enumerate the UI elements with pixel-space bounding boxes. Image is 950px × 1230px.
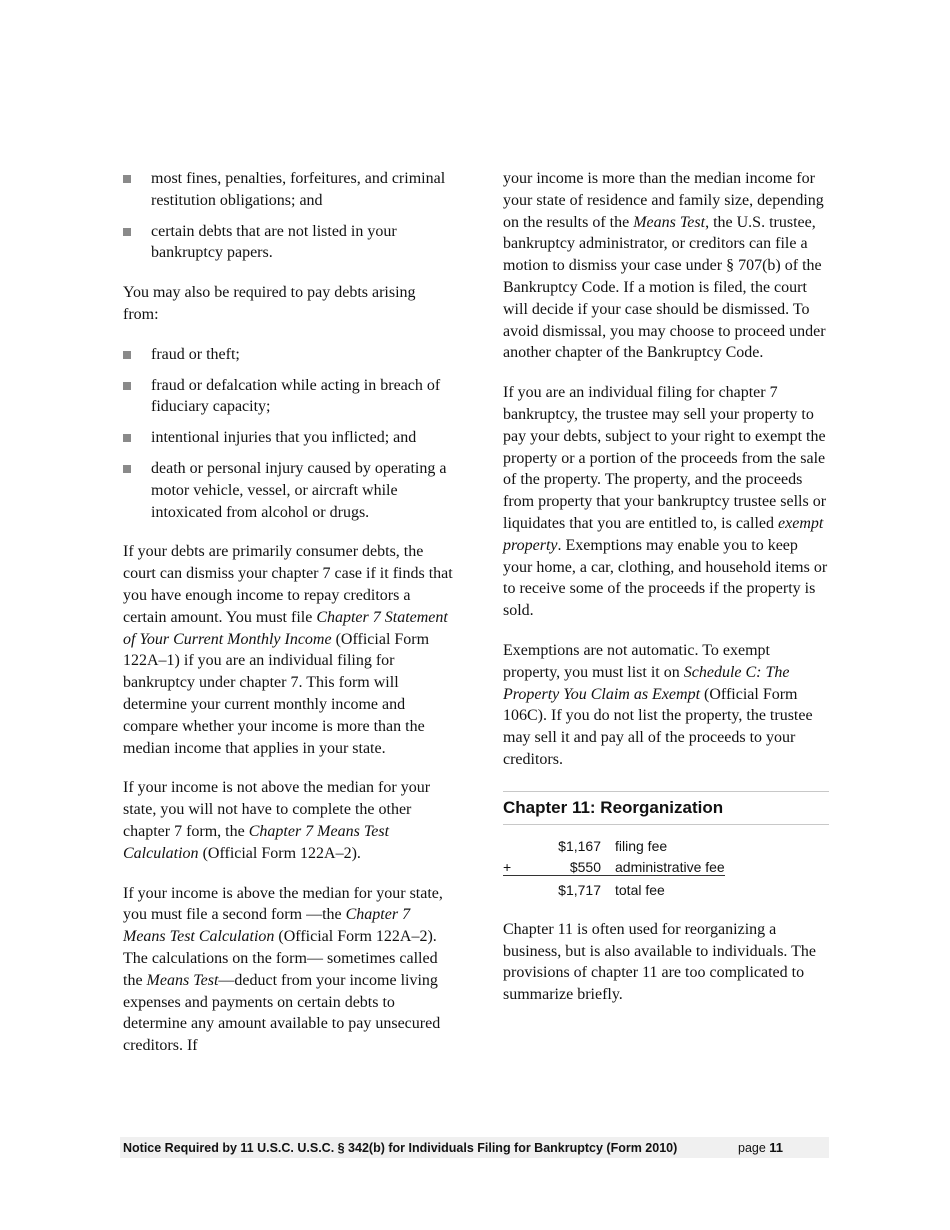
page-indicator: page 11 <box>738 1140 784 1155</box>
paragraph-exemptions: Exemptions are not automatic. To exempt property, you must list it on Schedule C: The Property You Claim as Exempt (Official Form 106C). If you do not list the property, the trustee may sell it and pay all of the proceeds to your creditors. <box>503 641 813 768</box>
paragraph-consumer-debts: If your debts are primarily consumer debts, the court can dismiss your chapter 7 case if it finds that you have enough income to repay creditors a certain amount. You must file Chapter 7 Statement of Your Current Monthly Income (Official Form 122A–1) if you are an individual filing for bankruptcy under chapter 7. This form will determine your current monthly income and compare whether your income is more than the median income that applies in your state. <box>123 543 453 757</box>
paragraph-chapter-11: Chapter 11 is often used for reorganizing a business, but is also available to individuals. The provisions of chapter 11 are too complicated to summarize briefly. <box>503 920 816 1004</box>
square-bullet-icon <box>123 175 131 183</box>
fee-amount: $550 <box>569 859 601 876</box>
left-column <box>123 168 453 1075</box>
square-bullet-icon <box>123 382 131 390</box>
fee-description: administrative fee <box>615 859 725 876</box>
bullet-list-nondischargeable <box>123 168 453 264</box>
fee-row <box>503 857 829 879</box>
paragraph-means-test: your income is more than the median income for your state of residence and family size, depending on the results of the Means Test, the U.S. trustee, bankruptcy administrator, or creditors can file a motion to dismiss your case under § 707(b) of the Bankruptcy Code. If a motion is filed, the court will decide if your case should be dismissed. To avoid dismissal, you may choose to proceed under another chapter of the Bankruptcy Code. <box>503 170 826 362</box>
fee-description: total fee <box>615 881 665 898</box>
paragraph-above-median: If your income is above the median for your state, you must file a second form —the Chapter 7 Means Test Calculation (Official Form 122A–2). The calculations on the form— sometimes called the Means Test—deduct from your income living expenses and payments on certain debts to determine any amount available to pay unsecured creditors. If <box>123 884 443 1055</box>
right-column <box>503 168 829 1024</box>
list-item: fraud or defalcation while acting in breach of fiduciary capacity; <box>123 375 453 419</box>
section-heading: Chapter 11: Reorganization <box>503 791 829 825</box>
fee-amount: $1,717 <box>558 881 601 898</box>
square-bullet-icon <box>123 228 131 236</box>
fee-row <box>503 835 829 857</box>
page-number: 11 <box>769 1140 784 1155</box>
bullet-list-debts-arising <box>123 344 453 524</box>
list-item: most fines, penalties, forfeitures, and criminal restitution obligations; and <box>123 168 453 212</box>
page-footer <box>120 1137 829 1158</box>
paragraph-not-above-median: If your income is not above the median for your state, you will not have to complete the other chapter 7 form, the Chapter 7 Means Test Calculation (Official Form 122A–2). <box>123 779 431 862</box>
square-bullet-icon <box>123 434 131 442</box>
fee-description: filing fee <box>615 837 668 854</box>
fee-row-total <box>503 879 829 901</box>
fee-table <box>503 835 829 901</box>
list-item: fraud or theft; <box>123 344 453 366</box>
plus-sign: + <box>503 859 512 876</box>
square-bullet-icon <box>123 465 131 473</box>
square-bullet-icon <box>123 351 131 359</box>
footer-title: Notice Required by 11 U.S.C. U.S.C. § 342(b) for Individuals Filing for Bankruptcy (Form 2010) <box>123 1140 678 1155</box>
list-item: death or personal injury caused by operating a motor vehicle, vessel, or aircraft while intoxicated from alcohol or drugs. <box>123 458 453 523</box>
list-item: intentional injuries that you inflicted; and <box>123 427 453 449</box>
fee-amount: $1,167 <box>558 837 601 854</box>
paragraph: You may also be required to pay debts arising from: <box>123 284 416 323</box>
list-item: certain debts that are not listed in your bankruptcy papers. <box>123 221 453 265</box>
paragraph-exempt-property: If you are an individual filing for chapter 7 bankruptcy, the trustee may sell your property to pay your debts, subject to your right to exempt the property or a portion of the proceeds from the sale of the property. The property, and the proceeds from property that your bankruptcy trustee sells or liquidates that you are entitled to, is called exempt property. Exemptions may enable you to keep your home, a car, clothing, and household items or to receive some of the proceeds if the property is sold. <box>503 384 828 620</box>
